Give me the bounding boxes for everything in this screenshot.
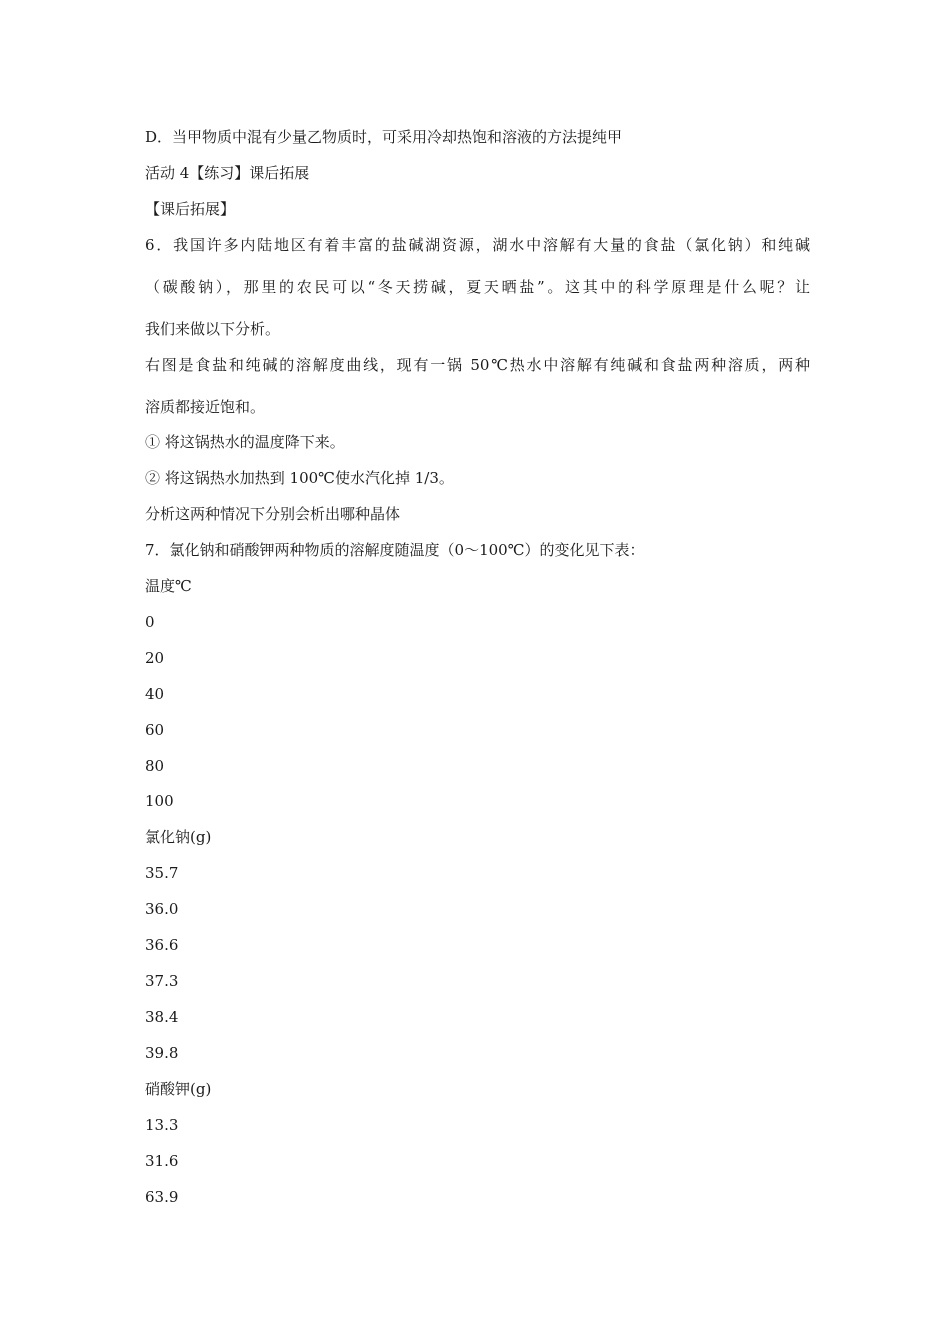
q6-line-5: 溶质都接近饱和。 [145, 398, 266, 416]
q6-item-2: ② 将这锅热水加热到 100℃使水汽化掉 1/3。 [145, 469, 454, 487]
table-temp-cell: 80 [145, 757, 165, 775]
table-kno3-cell: 13.3 [145, 1116, 179, 1134]
table-nacl-header: 氯化钠(g) [145, 828, 212, 846]
option-d-text: D．当甲物质中混有少量乙物质时，可采用冷却热饱和溶液的方法提纯甲 [145, 128, 623, 146]
table-nacl-cell: 36.6 [145, 936, 179, 954]
q7-intro: 7．氯化钠和硝酸钾两种物质的溶解度随温度（0～100℃）的变化见下表： [145, 541, 645, 559]
q6-item-1: ① 将这锅热水的温度降下来。 [145, 433, 345, 451]
table-kno3-header: 硝酸钾(g) [145, 1080, 212, 1098]
q6-line-3: 我们来做以下分析。 [145, 320, 281, 338]
table-nacl-cell: 39.8 [145, 1044, 179, 1062]
table-nacl-cell: 36.0 [145, 900, 179, 918]
table-kno3-cell: 63.9 [145, 1188, 179, 1206]
table-nacl-cell: 38.4 [145, 1008, 179, 1026]
q6-line-1: 6．我国许多内陆地区有着丰富的盐碱湖资源，湖水中溶解有大量的食盐（氯化钠）和纯碱 [145, 236, 810, 254]
table-nacl-cell: 37.3 [145, 972, 179, 990]
section-heading: 【课后拓展】 [145, 200, 236, 218]
table-nacl-cell: 35.7 [145, 864, 179, 882]
activity-title: 活动 4【练习】课后拓展 [145, 164, 310, 182]
q6-line-2: （碳酸钠），那里的农民可以“冬天捞碱，夏天晒盐”。这其中的科学原理是什么呢？让 [145, 278, 810, 296]
table-temp-cell: 100 [145, 792, 174, 810]
table-temp-cell: 20 [145, 649, 165, 667]
q6-line-4: 右图是食盐和纯碱的溶解度曲线，现有一锅 50℃热水中溶解有纯碱和食盐两种溶质，两种 [145, 356, 810, 374]
q6-question: 分析这两种情况下分别会析出哪种晶体 [145, 505, 401, 523]
table-temp-cell: 40 [145, 685, 165, 703]
table-temp-cell: 0 [145, 613, 155, 631]
table-kno3-cell: 31.6 [145, 1152, 179, 1170]
table-temp-cell: 60 [145, 721, 165, 739]
table-temp-header: 温度℃ [145, 577, 192, 595]
